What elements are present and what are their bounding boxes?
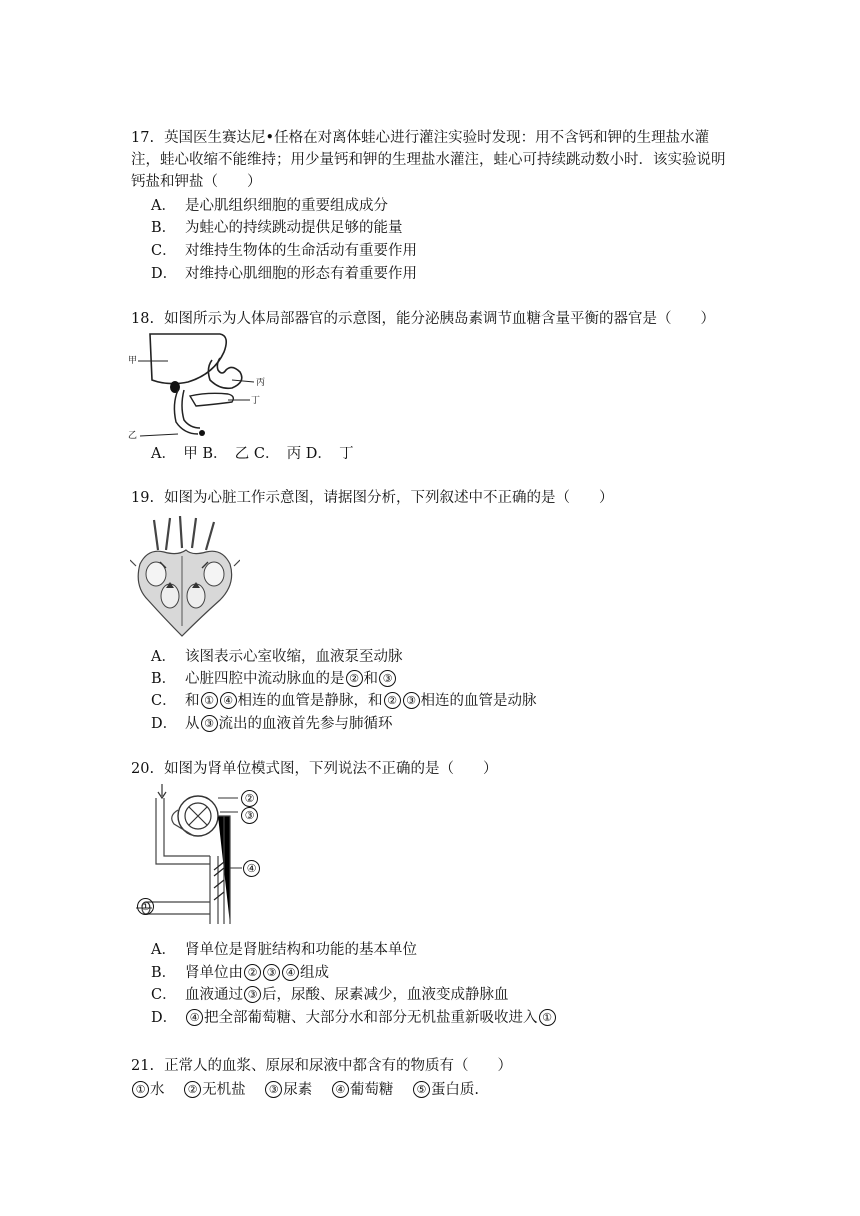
q18-options: A． 甲 B． 乙 C． 丙 D． 丁 <box>151 446 354 462</box>
circled-number: ④ <box>282 964 299 981</box>
q20-option-c: C． 血液通过 ③ 后，尿酸、尿素减少，血液变成静脉血 <box>151 987 509 1003</box>
q17-option-b: B． 为蛙心的持续跳动提供足够的能量 <box>151 220 403 236</box>
q19-option-c: C． 和 ① ④ 相连的血管是静脉，和 ② ③ 相连的血管是动脉 <box>151 693 537 709</box>
nephron-diagram-figure <box>134 782 274 932</box>
question-text: 如图为肾单位模式图，下列说法不正确的是（ ） <box>164 761 498 777</box>
question-21-stem <box>131 1055 512 1077</box>
question-number: 21. <box>131 1058 155 1074</box>
q19-option-d: D． 从 ③ 流出的血液首先参与肺循环 <box>151 716 393 732</box>
circled-number: ④ <box>186 1009 203 1026</box>
digestive-organs-figure <box>128 330 278 442</box>
label-bing: 丙 <box>256 378 266 388</box>
label-ding: 丁 <box>251 396 261 406</box>
q19-option-b: B． 心脏四腔中流动脉血的是 ② 和 ③ <box>151 668 397 690</box>
circled-number: ① <box>539 1009 556 1026</box>
question-19-stem <box>131 487 614 509</box>
question-number: 18. <box>131 311 155 327</box>
q21-item-1: ① 水 <box>131 1082 165 1098</box>
heart-diagram-figure <box>130 516 240 638</box>
q20-option-b: B． 肾单位由 ② ③ ④ 组成 <box>151 965 329 981</box>
q21-item-2: ② 无机盐 <box>183 1082 246 1098</box>
q21-items <box>131 1079 493 1101</box>
label-3: ③ <box>241 807 258 824</box>
question-text: 如图为心脏工作示意图，请据图分析，下列叙述中不正确的是（ ） <box>164 490 614 506</box>
question-text: 英国医生赛达尼•任格在对离体蛙心进行灌注实验时发现：用不含钙和钾的生理盐水灌注，蛙心收缩不能维持；用少量钙和钾的生理盐水灌注，蛙心可持续跳动数小时．该实验说明钙盐和钾盐（ ） <box>131 130 726 190</box>
label-1: ① <box>137 898 154 915</box>
q20-option-d: D． ④ 把全部葡萄糖、大部分水和部分无机盐重新吸收进入 ① <box>151 1007 557 1029</box>
q17-option-a: A． 是心肌组织细胞的重要组成成分 <box>151 198 388 214</box>
q17-option-d: D． 对维持心肌细胞的形态有着重要作用 <box>151 266 417 282</box>
question-number: 20. <box>131 761 155 777</box>
label-4: ④ <box>243 860 260 877</box>
question-text: 如图所示为人体局部器官的示意图，能分泌胰岛素调节血糖含量平衡的器官是（ ） <box>164 311 716 327</box>
circled-number: ③ <box>244 986 261 1003</box>
question-text: 正常人的血浆、原尿和尿液中都含有的物质有（ ） <box>164 1058 513 1074</box>
q21-item-3: ③ 尿素 <box>264 1082 312 1098</box>
circled-number: ③ <box>403 692 420 709</box>
q21-item-5: ⑤ 蛋白质. <box>412 1082 479 1098</box>
circled-number: ③ <box>201 715 218 732</box>
question-number: 17. <box>131 130 155 146</box>
circled-number: ④ <box>220 692 237 709</box>
label-yi: 乙 <box>128 431 138 441</box>
label-jia: 甲 <box>128 356 138 366</box>
circled-number: ① <box>201 692 218 709</box>
q17-option-c: C． 对维持生物体的生命活动有重要作用 <box>151 243 417 259</box>
q21-item-4: ④ 葡萄糖 <box>331 1082 394 1098</box>
q20-option-a: A． 肾单位是肾脏结构和功能的基本单位 <box>151 942 417 958</box>
question-18-stem <box>131 308 715 330</box>
circled-number: ② <box>244 964 261 981</box>
question-17-stem <box>131 127 731 193</box>
question-20-stem <box>131 758 498 780</box>
label-2: ② <box>241 790 258 807</box>
q19-option-a: A． 该图表示心室收缩，血液泵至动脉 <box>151 649 403 665</box>
circled-number: ③ <box>263 964 280 981</box>
question-number: 19. <box>131 490 155 506</box>
circled-number: ② <box>346 670 363 687</box>
circled-number: ③ <box>379 670 396 687</box>
circled-number: ② <box>384 692 401 709</box>
